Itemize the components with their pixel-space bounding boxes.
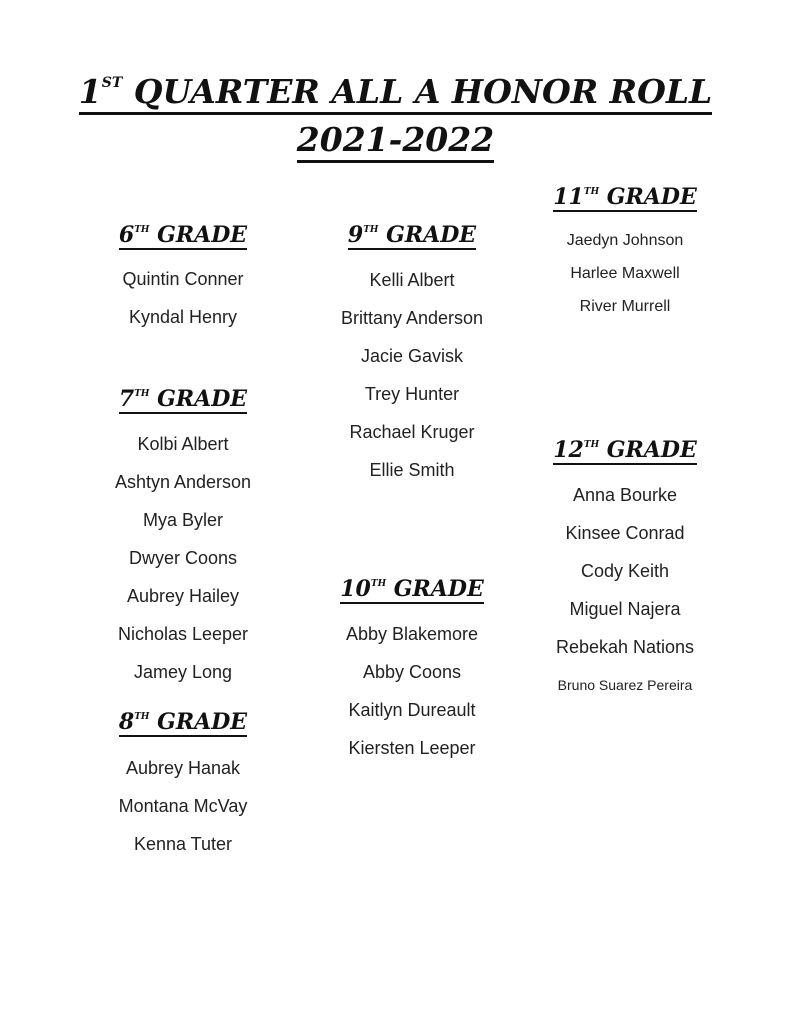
grade-8-heading xyxy=(63,709,303,735)
student-name: Miguel Najera xyxy=(569,599,681,619)
grade-label: GRADE xyxy=(378,222,477,248)
student-name: Rachael Kruger xyxy=(349,422,475,442)
student-name: Jacie Gavisk xyxy=(360,346,464,366)
page-title xyxy=(0,72,791,111)
title-ordinal-suffix: ST xyxy=(101,75,123,91)
student-name: Kolbi Albert xyxy=(137,434,229,454)
grade-12-heading xyxy=(505,437,745,463)
student-name: Anna Bourke xyxy=(572,485,678,505)
grade-label: GRADE xyxy=(149,222,248,248)
grade-suffix: TH xyxy=(134,225,150,235)
grade-number: 8 xyxy=(118,709,135,735)
grade-suffix: TH xyxy=(583,187,600,197)
student-name: Kiersten Leeper xyxy=(348,738,476,758)
title-text: QUARTER ALL A HONOR ROLL xyxy=(122,72,713,111)
grade-label: GRADE xyxy=(599,184,697,210)
student-name: Jaedyn Johnson xyxy=(566,232,684,249)
grade-suffix: TH xyxy=(134,712,150,722)
grade-number: 7 xyxy=(118,386,135,412)
grade-11-heading xyxy=(505,184,745,210)
student-name: Bruno Suarez Pereira xyxy=(557,677,693,693)
student-name: Dwyer Coons xyxy=(128,548,238,568)
student-name: Kelli Albert xyxy=(369,270,455,290)
student-name: Quintin Conner xyxy=(122,269,244,289)
grade-number: 11 xyxy=(553,184,584,210)
student-name: Aubrey Hanak xyxy=(125,758,241,778)
grade-6-list xyxy=(63,260,303,336)
student-name: Ashtyn Anderson xyxy=(114,472,252,492)
student-name: Kinsee Conrad xyxy=(565,523,685,543)
student-name: Ellie Smith xyxy=(369,460,455,480)
grade-suffix: TH xyxy=(583,440,600,450)
student-name: Abby Coons xyxy=(362,662,462,682)
student-name: Kyndal Henry xyxy=(128,307,238,327)
grade-10-list xyxy=(292,615,532,767)
grade-label: GRADE xyxy=(386,576,484,602)
student-name: Rebekah Nations xyxy=(555,637,695,657)
grade-suffix: TH xyxy=(134,389,150,399)
grade-suffix: TH xyxy=(370,579,387,589)
student-name: Kenna Tuter xyxy=(133,834,233,854)
grade-label: GRADE xyxy=(149,386,248,412)
grade-6-heading xyxy=(63,222,303,248)
grade-suffix: TH xyxy=(363,225,379,235)
grade-number: 12 xyxy=(553,437,584,463)
student-name: Brittany Anderson xyxy=(340,308,484,328)
grade-10-heading xyxy=(292,576,532,602)
student-name: River Murrell xyxy=(579,298,671,315)
student-name: Nicholas Leeper xyxy=(117,624,249,644)
student-name: Abby Blakemore xyxy=(345,624,479,644)
grade-12-list xyxy=(505,476,745,704)
grade-label: GRADE xyxy=(599,437,697,463)
grade-9-list xyxy=(292,261,532,489)
student-name: Kaitlyn Dureault xyxy=(348,700,476,720)
student-name: Mya Byler xyxy=(142,510,223,530)
grade-9-heading xyxy=(292,222,532,248)
title-line-1 xyxy=(79,72,713,115)
student-name: Harlee Maxwell xyxy=(570,265,680,282)
page-subtitle xyxy=(0,120,791,159)
grade-number: 6 xyxy=(118,222,135,248)
grade-label: GRADE xyxy=(149,709,248,735)
student-name: Cody Keith xyxy=(580,561,670,581)
grade-11-list xyxy=(505,224,745,323)
title-ordinal-number: 1 xyxy=(78,72,102,111)
grade-number: 10 xyxy=(340,576,371,602)
grade-7-heading xyxy=(63,386,303,412)
grade-7-list xyxy=(63,425,303,691)
student-name: Trey Hunter xyxy=(364,384,460,404)
student-name: Montana McVay xyxy=(118,796,248,816)
student-name: Aubrey Hailey xyxy=(126,586,240,606)
grade-number: 9 xyxy=(347,222,364,248)
school-year: 2021-2022 xyxy=(297,120,494,163)
student-name: Jamey Long xyxy=(133,662,233,682)
grade-8-list xyxy=(63,749,303,863)
